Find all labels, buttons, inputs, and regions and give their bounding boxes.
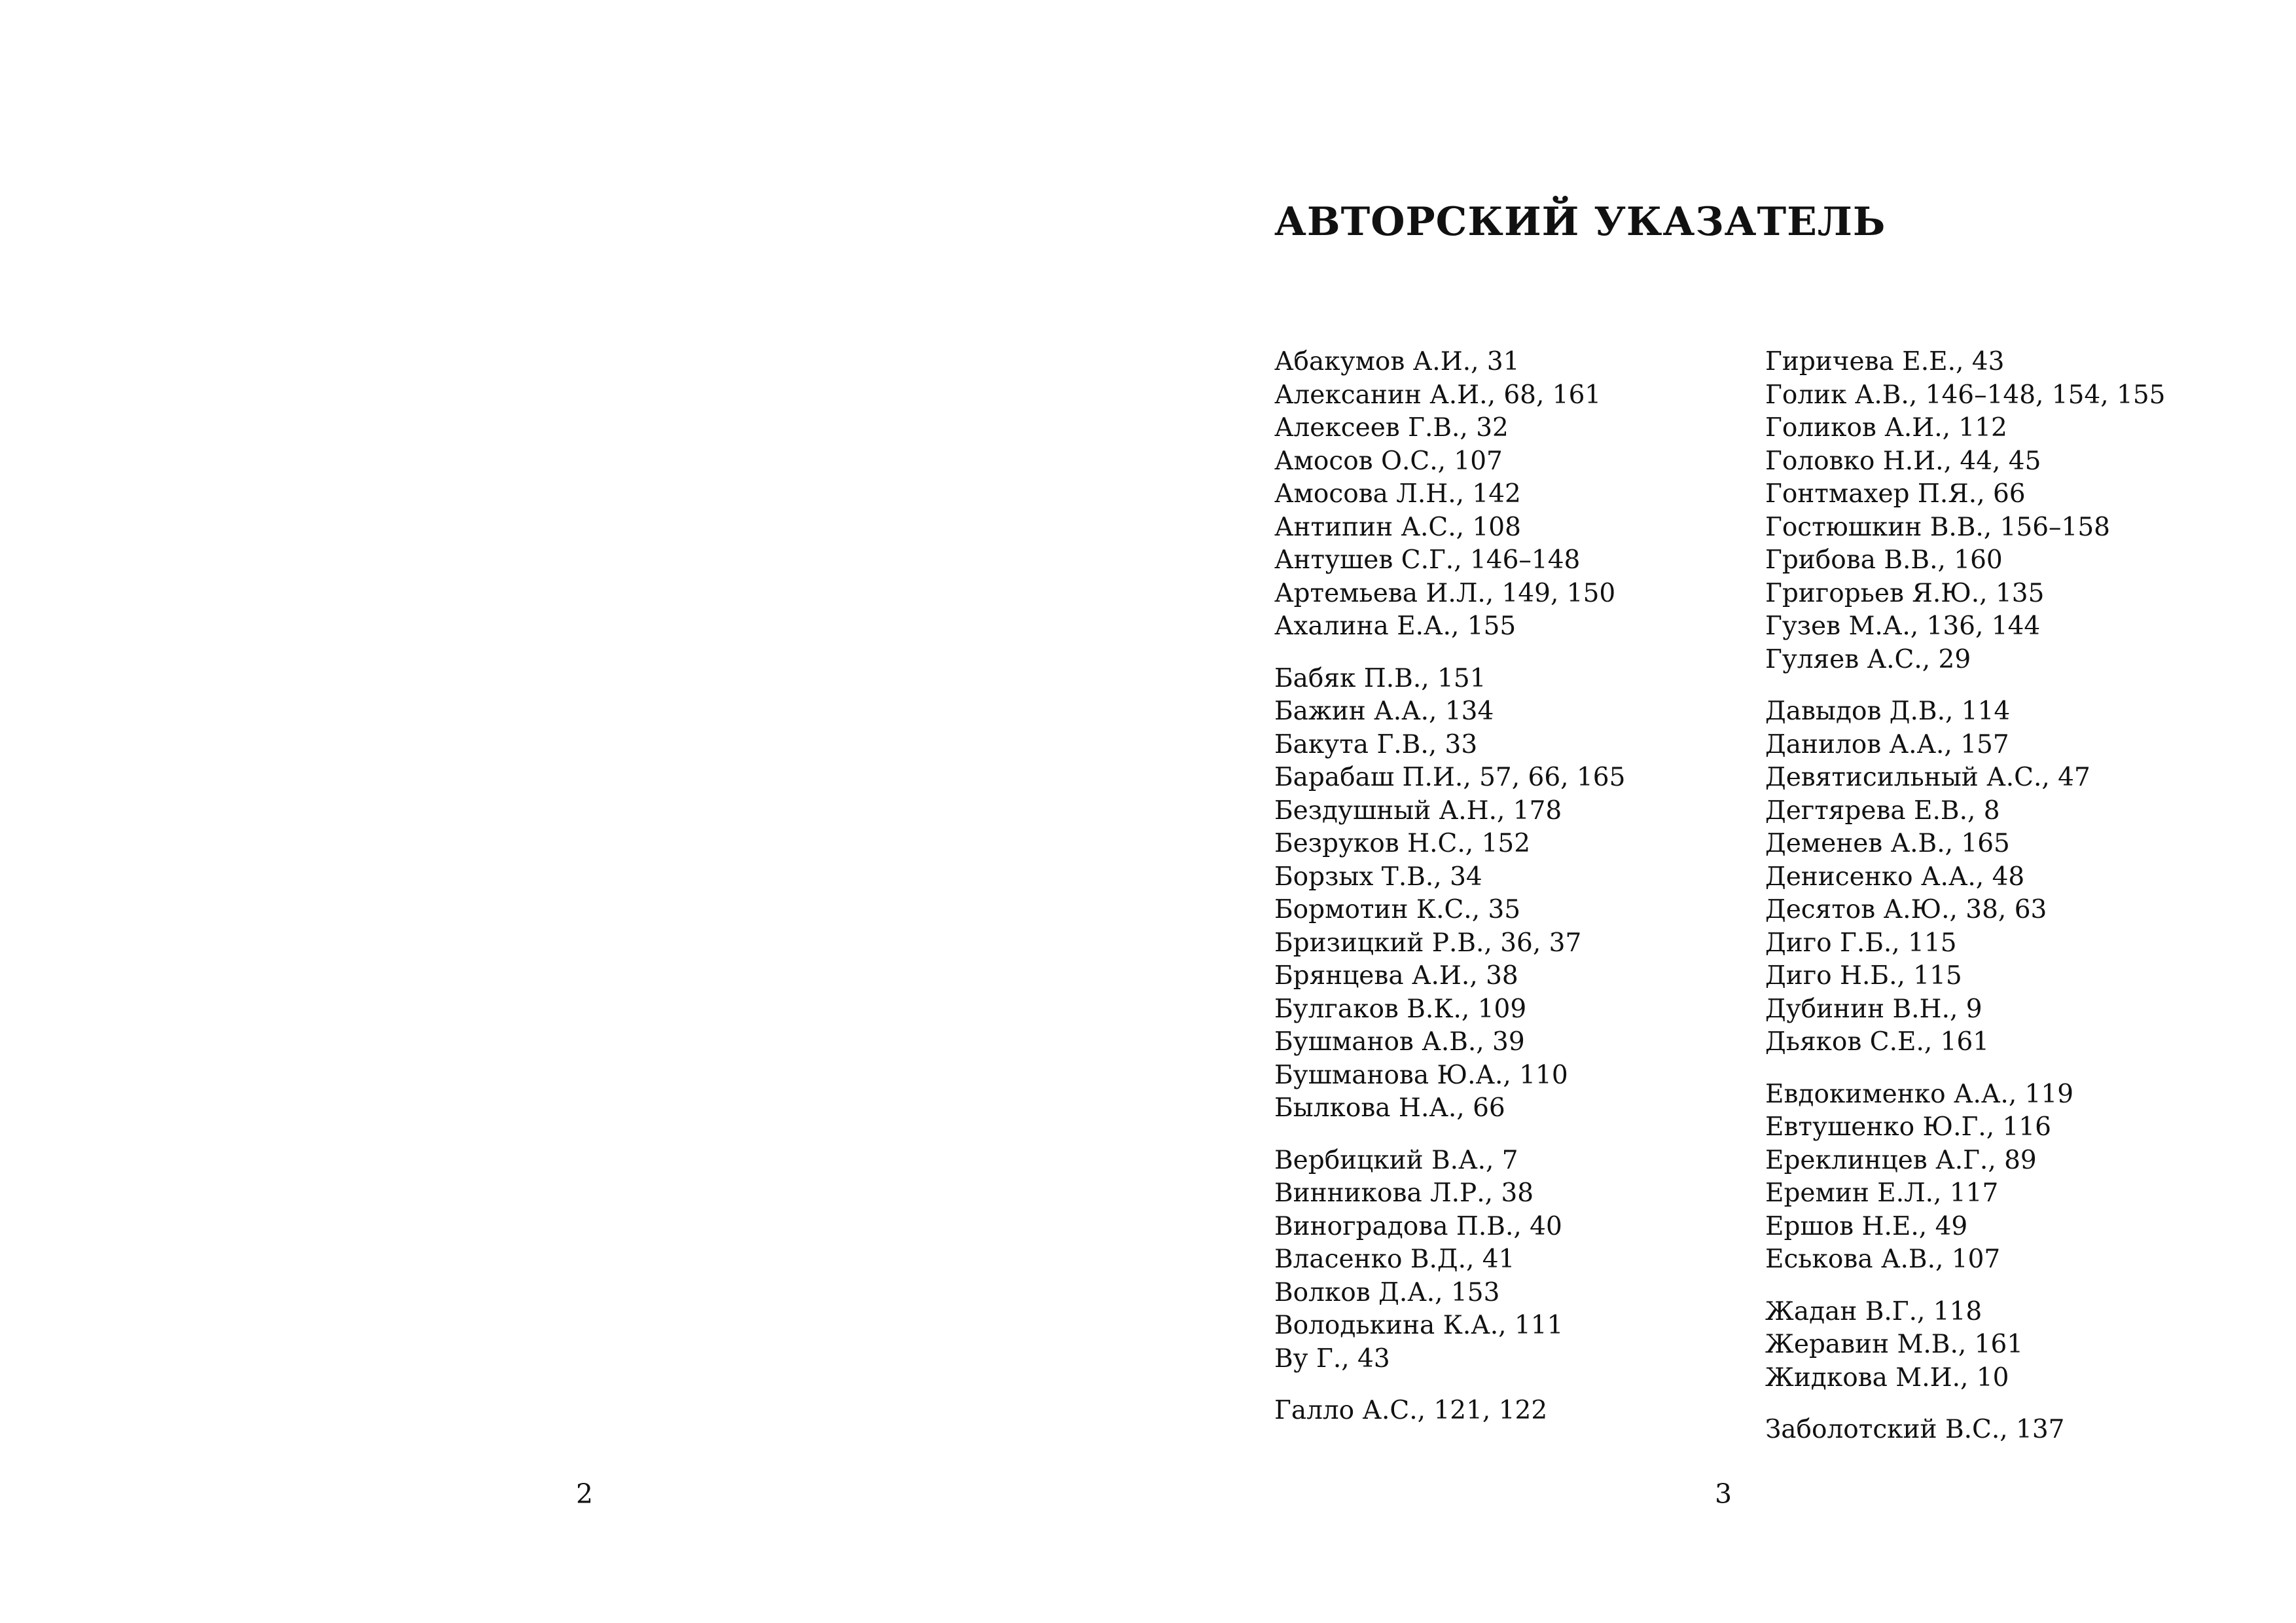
index-entry: Гуляев А.С., 29 [1765, 644, 1971, 674]
page-number-left: 2 [576, 1478, 594, 1510]
index-entry: Жидкова М.И., 10 [1765, 1362, 2009, 1393]
index-letter-group [1765, 346, 2165, 676]
index-entry: Жеравин М.В., 161 [1765, 1330, 2024, 1359]
index-entry: Еськова А.В., 107 [1765, 1245, 2001, 1274]
index-letter-group [1274, 1144, 1625, 1376]
index-entry: Диго Н.Б., 115 [1765, 961, 1962, 991]
index-entry: Жадан В.Г., 118 [1765, 1296, 1982, 1326]
index-entry: Голик А.В., 146–148, 154, 155 [1765, 380, 2166, 410]
index-entry: Евдокименко А.А., 119 [1765, 1079, 2074, 1109]
index-entry: Бушманов А.В., 39 [1274, 1027, 1525, 1057]
page-title: АВТОРСКИЙ УКАЗАТЕЛЬ [1274, 199, 1886, 245]
index-entry: Брянцева А.И., 38 [1274, 961, 1518, 991]
index-entry: Давыдов Д.В., 114 [1765, 697, 2011, 726]
index-entry: Данилов А.А., 157 [1765, 729, 2009, 759]
index-entry: Голиков А.И., 112 [1765, 413, 2007, 443]
index-entry: Бризицкий Р.В., 36, 37 [1274, 928, 1582, 958]
index-entry: Борзых Т.В., 34 [1274, 862, 1482, 892]
index-entry: Ахалина Е.А., 155 [1274, 611, 1516, 641]
index-entry: Антушев С.Г., 146–148 [1274, 545, 1581, 575]
index-entry: Бездушный А.Н., 178 [1274, 795, 1562, 826]
index-entry: Ереклинцев А.Г., 89 [1765, 1145, 2037, 1175]
index-column-left [1274, 346, 1625, 1447]
index-entry: Евтушенко Ю.Г., 116 [1765, 1112, 2051, 1142]
index-entry: Ву Г., 43 [1274, 1343, 1390, 1374]
index-entry: Бормотин К.С., 35 [1274, 895, 1521, 924]
index-entry: Антипин А.С., 108 [1274, 512, 1521, 542]
index-entry: Гузев М.А., 136, 144 [1765, 611, 2041, 641]
index-column-right [1765, 346, 2165, 1466]
index-letter-group [1765, 695, 2165, 1059]
index-entry: Гонтмахер П.Я., 66 [1765, 479, 2026, 509]
index-entry: Головко Н.И., 44, 45 [1765, 446, 2041, 476]
index-entry: Диго Г.Б., 115 [1765, 928, 1957, 958]
index-entry: Дегтярева Е.В., 8 [1765, 795, 2000, 826]
index-entry: Алексеев Г.В., 32 [1274, 413, 1509, 443]
index-entry: Вербицкий В.А., 7 [1274, 1145, 1518, 1175]
index-entry: Гостюшкин В.В., 156–158 [1765, 512, 2110, 542]
index-entry: Бабяк П.В., 151 [1274, 663, 1486, 693]
index-entry: Алексанин А.И., 68, 161 [1274, 380, 1602, 410]
index-entry: Ершов Н.Е., 49 [1765, 1211, 1968, 1241]
index-entry: Безруков Н.С., 152 [1274, 829, 1531, 858]
index-entry: Десятов А.Ю., 38, 63 [1765, 895, 2047, 924]
index-entry: Барабаш П.И., 57, 66, 165 [1274, 763, 1626, 792]
index-letter-group [1274, 663, 1625, 1125]
page-number-right: 3 [1715, 1478, 1732, 1510]
index-entry: Дубинин В.Н., 9 [1765, 994, 1982, 1024]
index-letter-group [1765, 1078, 2165, 1277]
index-entry: Денисенко А.А., 48 [1765, 862, 2025, 892]
index-entry: Абакумов А.И., 31 [1274, 347, 1520, 376]
index-letter-group [1765, 1296, 2165, 1395]
index-entry: Гиричева Е.Е., 43 [1765, 347, 2005, 376]
index-entry: Грибова В.В., 160 [1765, 545, 2003, 575]
index-entry: Володькина К.А., 111 [1274, 1311, 1564, 1340]
index-entry: Дьяков С.Е., 161 [1765, 1027, 1990, 1057]
index-entry: Заболотский В.С., 137 [1765, 1415, 2065, 1444]
index-entry: Амосов О.С., 107 [1274, 446, 1503, 476]
index-entry: Еремин Е.Л., 117 [1765, 1178, 1999, 1208]
index-entry: Девятисильный А.С., 47 [1765, 763, 2090, 792]
index-entry: Виноградова П.В., 40 [1274, 1211, 1562, 1241]
index-letter-group [1274, 346, 1625, 644]
index-entry: Григорьев Я.Ю., 135 [1765, 578, 2045, 608]
index-entry: Волков Д.А., 153 [1274, 1277, 1500, 1307]
index-entry: Власенко В.Д., 41 [1274, 1245, 1515, 1274]
index-entry: Бушманова Ю.А., 110 [1274, 1060, 1568, 1090]
index-entry: Бакута Г.В., 33 [1274, 729, 1478, 759]
index-entry: Артемьева И.Л., 149, 150 [1274, 578, 1616, 608]
index-entry: Галло А.С., 121, 122 [1274, 1396, 1548, 1425]
index-letter-group [1765, 1413, 2165, 1447]
index-entry: Булгаков В.К., 109 [1274, 994, 1527, 1024]
index-entry: Винникова Л.Р., 38 [1274, 1178, 1534, 1208]
index-entry: Былкова Н.А., 66 [1274, 1093, 1505, 1123]
index-letter-group [1274, 1395, 1625, 1428]
index-entry: Деменев А.В., 165 [1765, 829, 2010, 858]
index-entry: Бажин А.А., 134 [1274, 697, 1494, 726]
index-entry: Амосова Л.Н., 142 [1274, 479, 1521, 509]
